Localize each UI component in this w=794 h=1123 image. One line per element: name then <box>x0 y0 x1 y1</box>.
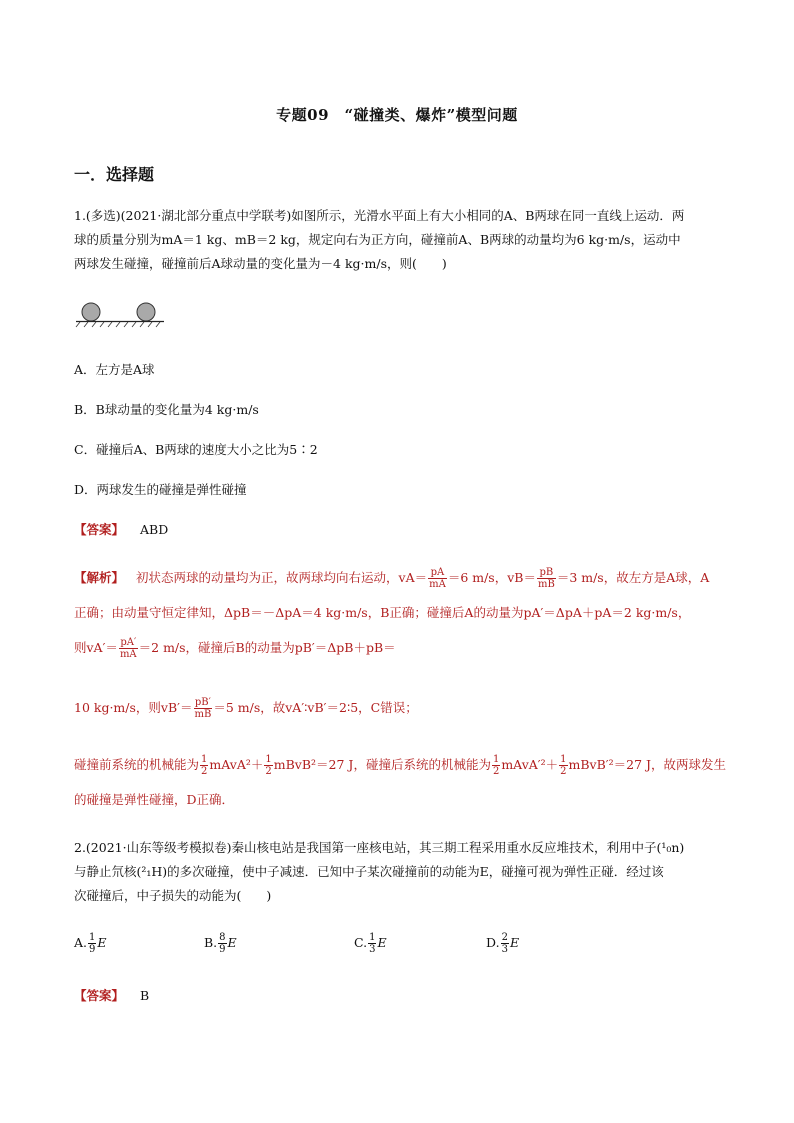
q2-stem-line1: 2.(2021·山东等级考模拟卷)秦山核电站是我国第一座核电站，其三期工程采用重水反应堆技术，利用中子(¹₀n) <box>74 840 685 855</box>
q1-option-d: D．两球发生的碰撞是弹性碰撞 <box>74 482 247 497</box>
q1-option-a: A．左方是A球 <box>74 362 155 377</box>
frac-half-4: $\frac{1}{2}$ <box>560 754 567 777</box>
q2-answer-value: B <box>140 988 150 1003</box>
q1-analysis-line6: 的碰撞是弹性碰撞，D正确． <box>74 792 235 807</box>
frac-half-2: $\frac{1}{2}$ <box>265 754 272 777</box>
frac-half-1: $\frac{1}{2}$ <box>201 754 208 777</box>
q2-stem-line2: 与静止氘核(²₁H)的多次碰撞，使中子减速．已知中子某次碰撞前的动能为E，碰撞可视为弹性正碰．经过该 <box>74 864 664 879</box>
ball-a <box>82 303 100 321</box>
q1-option-c: C．碰撞后A、B两球的速度大小之比为5∶2 <box>74 442 318 457</box>
q1-analysis-line5: 碰撞前系统的机械能为 $\frac{1}{2}$ mAvA²＋ $\frac{1}{2}$ mBvB²＝27 J，碰撞后系统的机械能为 $\frac{1}{2}$ mAvA′²＋ $\frac{1}{2}$ mBvB′²＝27 J，故两球发生 <box>74 754 727 777</box>
q2-stem-line3: 次碰撞后，中子损失的动能为( ) <box>74 888 272 903</box>
ground-hatch <box>76 322 160 327</box>
q2-option-b: B. $\frac{8}{9}$ E <box>204 932 237 955</box>
q2-answer-row <box>74 986 149 1004</box>
ball-b <box>137 303 155 321</box>
frac-pa2-ma: $\frac{pA'}{mA}$ <box>119 637 137 660</box>
q2-option-a: A. $\frac{1}{9}$ E <box>74 932 107 955</box>
frac-pb2-mb: $\frac{pB'}{mB}$ <box>194 697 212 720</box>
page-title: 专题09 “碰撞类、爆炸”模型问题 <box>276 106 518 124</box>
frac-pb-mb: $\frac{pB}{mB}$ <box>537 567 555 590</box>
q1-analysis-line3: 则vA′＝ $\frac{pA'}{mA}$ ＝2 m/s，碰撞后B的动量为pB′＝ΔpB＋pB＝ <box>74 637 396 660</box>
q1-stem-line2: 球的质量分别为mA＝1 kg、mB＝2 kg，规定向右为正方向，碰撞前A、B两球的动量均为6 kg·m/s，运动中 <box>74 232 681 247</box>
q1-option-b: B．B球动量的变化量为4 kg·m/s <box>74 402 259 417</box>
q1-answer-label: 【答案】 <box>74 522 125 537</box>
q1-answer-row <box>74 520 168 538</box>
two-balls-diagram <box>74 300 166 328</box>
q1-analysis-line2: 正确；由动量守恒定律知，ΔpB＝－ΔpA＝4 kg·m/s，B正确；碰撞后A的动量为pA′＝ΔpA＋pA＝2 kg·m/s， <box>74 605 691 620</box>
frac-half-3: $\frac{1}{2}$ <box>492 754 500 777</box>
q2-option-c: C. $\frac{1}{3}$ E <box>354 932 387 955</box>
q1-analysis-line1: 【解析】 初状态两球的动量均为正，故两球均向右运动，vA＝ $\frac{pA}{mA}$ ＝6 m/s，vB＝ $\frac{pB}{mB}$ ＝3 m/s，故左方是A球，A <box>74 567 710 590</box>
q2-answer-label: 【答案】 <box>74 988 125 1003</box>
q1-answer-value: ABD <box>140 522 169 537</box>
q1-analysis-line4: 10 kg·m/s，则vB′＝ $\frac{pB'}{mB}$ ＝5 m/s，故vA′∶vB′＝2∶5，C错误； <box>74 697 418 720</box>
frac-pa-ma: $\frac{pA}{mA}$ <box>429 567 446 590</box>
q1-stem-line1: 1.(多选)(2021·湖北部分重点中学联考)如图所示，光滑水平面上有大小相同的A、B两球在同一直线上运动．两 <box>74 208 685 223</box>
section-heading: 一．选择题 <box>74 165 155 184</box>
q1-stem-line3: 两球发生碰撞，碰撞前后A球动量的变化量为－4 kg·m/s，则( ) <box>74 256 447 271</box>
q2-option-d: D. $\frac{2}{3}$ E <box>486 932 520 955</box>
q1-analysis-label: 【解析】 <box>74 570 125 585</box>
